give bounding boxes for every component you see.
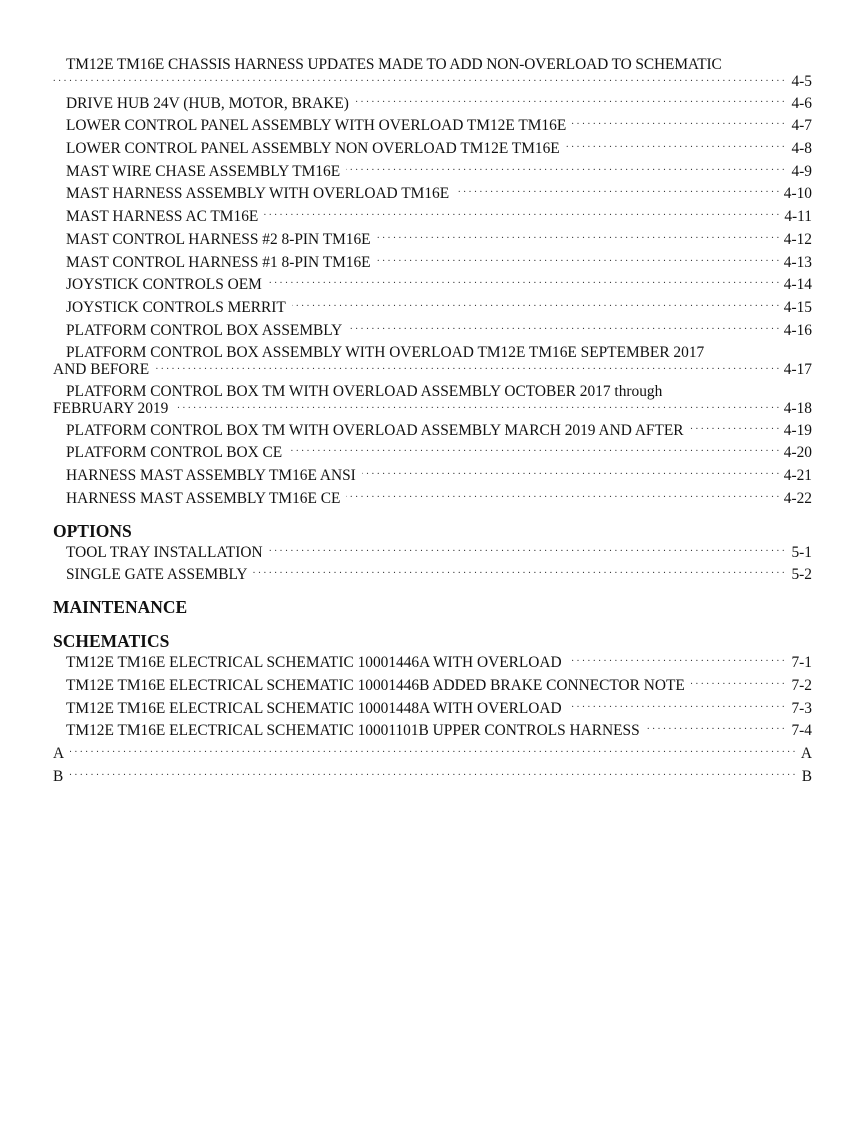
toc-entry-title: TM12E TM16E ELECTRICAL SCHEMATIC 10001448A WITH OVERLOAD [53, 700, 568, 717]
toc-page-number: 4-5 [787, 73, 812, 90]
toc-page-number: 5-2 [787, 566, 812, 584]
toc-entry[interactable] [53, 544, 812, 562]
toc-entry[interactable] [53, 163, 812, 181]
toc-entry[interactable] [53, 383, 812, 417]
toc-entry[interactable] [53, 467, 812, 485]
toc-entry-title: LOWER CONTROL PANEL ASSEMBLY NON OVERLOAD TM12E TM16E [53, 140, 566, 157]
dot-leader [53, 745, 812, 759]
toc-page-number: 4-20 [780, 444, 812, 462]
toc-entry-title: B [53, 768, 69, 785]
toc-page-number: 7-3 [787, 700, 812, 718]
toc-page-number: 7-2 [787, 677, 812, 695]
toc-page-number: 4-8 [787, 140, 812, 158]
toc-entry[interactable] [53, 185, 812, 203]
toc-entry[interactable] [53, 444, 812, 462]
toc-page-number: 7-1 [787, 654, 812, 672]
toc-page-number: 4-12 [780, 231, 812, 249]
toc-entry[interactable] [53, 344, 812, 378]
toc-entry-title: MAST HARNESS ASSEMBLY WITH OVERLOAD TM16E [53, 185, 455, 202]
toc-entry[interactable] [53, 322, 812, 340]
toc-page-number: 4-11 [780, 208, 812, 226]
toc-entry-title: MAST CONTROL HARNESS #2 8-PIN TM16E [53, 231, 377, 248]
section-heading-maintenance: MAINTENANCE [53, 597, 188, 618]
toc-entry-appendix[interactable] [53, 745, 812, 763]
section-heading-options: OPTIONS [53, 520, 132, 541]
toc-entry-title: HARNESS MAST ASSEMBLY TM16E CE [53, 490, 346, 507]
toc-entry-title: JOYSTICK CONTROLS OEM [53, 276, 268, 293]
toc-entry[interactable] [53, 140, 812, 158]
toc-page-number: 4-14 [780, 276, 812, 294]
toc-entry-title: PLATFORM CONTROL BOX TM WITH OVERLOAD ASSEMBLY OCTOBER 2017 through [66, 382, 663, 400]
toc-entry-title: A [53, 745, 70, 762]
toc-entry[interactable] [53, 299, 812, 317]
toc-page-number: 5-1 [787, 544, 812, 562]
toc-page-number: 4-19 [780, 422, 812, 440]
toc-entry-title: TM12E TM16E CHASSIS HARNESS UPDATES MADE TO ADD NON-OVERLOAD TO SCHEMATIC [66, 56, 722, 73]
toc-entry-title: MAST CONTROL HARNESS #1 8-PIN TM16E [53, 254, 377, 271]
toc-entry-title: MAST HARNESS AC TM16E [53, 208, 264, 225]
toc-page-number: 4-13 [780, 254, 812, 272]
table-of-contents [53, 56, 812, 791]
toc-page-number: 4-6 [787, 95, 812, 113]
toc-entry-title: TM12E TM16E ELECTRICAL SCHEMATIC 10001446B ADDED BRAKE CONNECTOR NOTE [53, 677, 691, 694]
toc-entry-appendix[interactable] [53, 768, 812, 786]
toc-entry-title: MAST WIRE CHASE ASSEMBLY TM16E [53, 163, 346, 180]
dot-leader [53, 73, 812, 87]
toc-entry-title: PLATFORM CONTROL BOX ASSEMBLY [53, 322, 348, 339]
toc-entry-title: TM12E TM16E ELECTRICAL SCHEMATIC 10001446A WITH OVERLOAD [53, 654, 568, 671]
toc-entry[interactable] [53, 566, 812, 584]
toc-entry-title: TM12E TM16E ELECTRICAL SCHEMATIC 10001101B UPPER CONTROLS HARNESS [53, 722, 646, 739]
toc-entry-title: DRIVE HUB 24V (HUB, MOTOR, BRAKE) [53, 95, 355, 112]
toc-page-number: 4-9 [787, 163, 812, 181]
toc-entry[interactable] [53, 276, 812, 294]
toc-entry[interactable] [53, 117, 812, 135]
toc-page-number: 7-4 [787, 722, 812, 740]
toc-entry-title: PLATFORM CONTROL BOX TM WITH OVERLOAD ASSEMBLY MARCH 2019 AND AFTER [53, 422, 690, 439]
toc-entry-title: PLATFORM CONTROL BOX CE [53, 444, 288, 461]
toc-entry[interactable] [53, 422, 812, 440]
toc-page-number: B [798, 768, 812, 786]
dot-leader [53, 768, 812, 782]
toc-entry[interactable] [53, 231, 812, 249]
toc-page-number: 4-10 [780, 185, 812, 203]
toc-page-number: 4-7 [787, 117, 812, 135]
toc-page-number: 4-15 [780, 299, 812, 317]
section-heading-schematics: SCHEMATICS [53, 631, 170, 652]
toc-entry[interactable] [53, 722, 812, 740]
toc-entry-title: HARNESS MAST ASSEMBLY TM16E ANSI [53, 467, 362, 484]
toc-entry-title: LOWER CONTROL PANEL ASSEMBLY WITH OVERLOAD TM12E TM16E [53, 117, 572, 134]
dot-leader [53, 361, 812, 375]
toc-entry[interactable] [53, 254, 812, 272]
toc-entry[interactable] [53, 654, 812, 672]
toc-entry[interactable] [53, 490, 812, 508]
toc-entry-title-continued: FEBRUARY 2019 [53, 400, 174, 417]
toc-entry-title: TOOL TRAY INSTALLATION [53, 544, 269, 561]
toc-page-number: 4-21 [780, 467, 812, 485]
toc-page-number: A [797, 745, 812, 763]
toc-page-number: 4-17 [780, 361, 812, 378]
toc-entry-title: JOYSTICK CONTROLS MERRIT [53, 299, 292, 316]
toc-entry[interactable] [53, 56, 812, 90]
toc-entry[interactable] [53, 95, 812, 113]
toc-page-number: 4-22 [780, 490, 812, 508]
toc-page-number: 4-18 [780, 400, 812, 417]
toc-page-number: 4-16 [780, 322, 812, 340]
toc-entry[interactable] [53, 677, 812, 695]
toc-entry[interactable] [53, 700, 812, 718]
toc-entry[interactable] [53, 208, 812, 226]
toc-entry-title-continued: AND BEFORE [53, 361, 155, 378]
toc-entry-title: PLATFORM CONTROL BOX ASSEMBLY WITH OVERLOAD TM12E TM16E SEPTEMBER 2017 [66, 344, 705, 362]
toc-entry-title: SINGLE GATE ASSEMBLY [53, 566, 253, 583]
